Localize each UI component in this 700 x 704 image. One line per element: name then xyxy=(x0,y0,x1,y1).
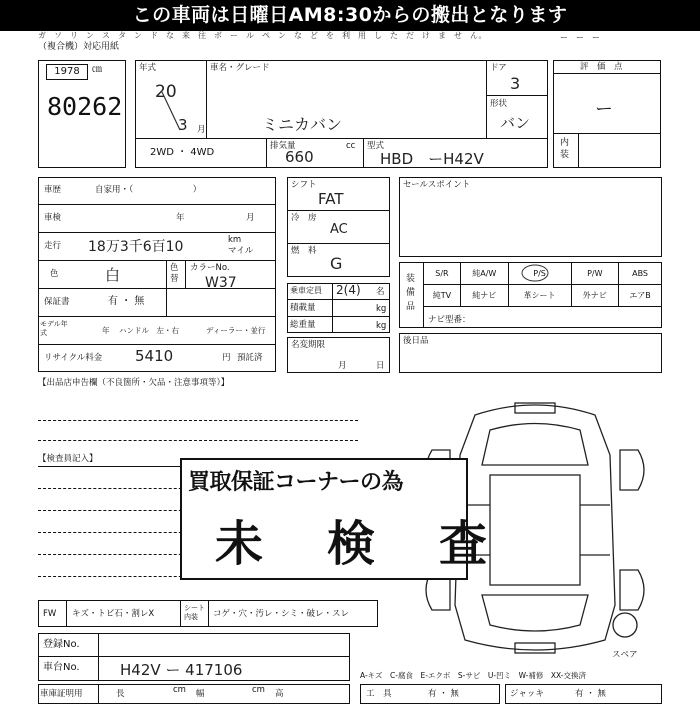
model-name-label: 車名・グレード xyxy=(210,63,270,73)
color-change-label: 色替 xyxy=(170,263,179,284)
equip-ps: P/S xyxy=(508,263,571,285)
inspector-notes-label: 【検査員記入】 xyxy=(38,454,98,464)
equip-leather: 革シート xyxy=(508,285,571,307)
capacity-unit: 名 xyxy=(376,287,385,297)
spare-label: スペア xyxy=(612,650,638,660)
equip-ext-navi: 外ナビ xyxy=(571,285,619,307)
header-note-right: ー ー ー xyxy=(560,33,600,42)
color-no-label: カラーNo. xyxy=(190,263,230,273)
vehicle-cert-cm2: cm xyxy=(252,685,265,695)
header-note-line2: （複合機）対応用紙 xyxy=(38,42,120,52)
rating-value: ー xyxy=(595,99,613,120)
defect-fw-label: FW xyxy=(43,609,57,619)
mileage-unit-mile: マイル xyxy=(228,246,254,256)
defect-sheet-label: シート内装 xyxy=(184,604,205,621)
stamp-line1: 買取保証コーナーの為 xyxy=(188,470,404,495)
mileage-value: 18万3千6百10 xyxy=(88,239,184,255)
load-label: 積載量 xyxy=(290,303,316,313)
displacement-unit: cc xyxy=(346,141,356,151)
shaken-month-unit: 月 xyxy=(246,213,255,223)
sales-point-label: セールスポイント xyxy=(403,180,471,190)
interior-label: 内装 xyxy=(560,138,570,160)
defect-sheet-codes: コゲ・穴・汚レ・シミ・破レ・スレ xyxy=(213,609,350,619)
aircon-value: AC xyxy=(330,222,348,237)
lot-suffix: ㎝ xyxy=(92,64,102,75)
lot-number: 80262 xyxy=(47,92,123,121)
postscript-box xyxy=(399,333,662,373)
handle-label: ハンドル 左・右 xyxy=(119,326,179,335)
exhibitor-notes-label: 【出品店申告欄（不良箇所・欠品・注意事項等）】 xyxy=(38,378,230,388)
name-change-day: 日 xyxy=(376,361,385,371)
model-name-value: ミニカバン xyxy=(262,115,343,134)
equip-airbag: エアB xyxy=(619,285,662,307)
year-value: 20 xyxy=(155,82,177,102)
tools-value: 有 ・ 無 xyxy=(428,689,459,699)
year-month-unit: 月 xyxy=(197,125,206,135)
dealer-label: ディーラー・並行 xyxy=(206,326,266,335)
navi-model-label: ナビ型番： xyxy=(428,315,471,325)
chassis-value: H42V ー 417106 xyxy=(120,661,243,679)
postscript-label: 後日品 xyxy=(403,336,429,346)
year-label: 年式 xyxy=(139,63,157,73)
equip-abs: ABS xyxy=(619,263,662,285)
lot-small: 1978 xyxy=(46,64,88,80)
load-unit: kg xyxy=(376,304,387,314)
name-change-label: 名変期限 xyxy=(291,340,326,350)
model-year-label: モデル年式 xyxy=(40,320,68,337)
history-label: 車歴 xyxy=(44,185,62,195)
displacement-label: 排気量 xyxy=(270,141,296,151)
equip-tv: 純TV xyxy=(424,285,461,307)
type-value: HBD ーH42V xyxy=(380,150,484,168)
warranty-value: 有 ・ 無 xyxy=(108,296,145,307)
registration-label: 登録No. xyxy=(43,639,80,650)
doors-label: ドア xyxy=(490,63,507,73)
stamp-line2: 未 検 査 xyxy=(215,516,496,572)
recycle-deposit: 預託済 xyxy=(237,353,263,363)
defect-legend: A-キズ C-腐食 E-エクボ S-サビ U-凹ミ W-補修 XX-交換済 xyxy=(360,671,586,680)
ps-circle-icon xyxy=(520,263,550,283)
vehicle-details-box xyxy=(38,177,276,372)
name-change-month: 月 xyxy=(338,361,347,371)
gross-unit: kg xyxy=(376,321,387,331)
color-label: 色 xyxy=(50,269,59,279)
chassis-label: 車台No. xyxy=(43,662,80,673)
vehicle-cert-len: 長 xyxy=(116,689,125,699)
equip-sr: S/R xyxy=(424,263,461,285)
recycle-unit: 円 xyxy=(222,353,231,363)
body-shape-value: バン xyxy=(500,114,531,132)
notice-banner: この車両は日曜日AM8:30からの搬出となります xyxy=(0,0,700,31)
shaken-year-unit: 年 xyxy=(176,213,185,223)
equip-navi: 純ナビ xyxy=(460,285,508,307)
vehicle-cert-cm1: cm xyxy=(173,685,186,695)
fuel-value: G xyxy=(330,254,343,273)
color-value: 白 xyxy=(105,266,121,284)
jack-label: ジャッキ xyxy=(510,689,544,699)
vehicle-cert-wid: 幅 xyxy=(196,689,205,699)
header-note-line1: ガ ソ リ ン ス タ ン ド な 来 往 ボ ー ル ペ ン な ど を 利 用 し た だ け ま せ ん。 xyxy=(38,31,487,40)
year-slash-icon xyxy=(150,80,200,135)
type-label: 型式 xyxy=(367,141,385,151)
capacity-label: 乗車定員 xyxy=(290,286,322,295)
shift-value: FAT xyxy=(318,190,344,208)
gross-label: 総重量 xyxy=(290,320,316,330)
history-value: 自家用・（ ） xyxy=(95,185,202,195)
capacity-value: 2(4) xyxy=(336,283,361,297)
vehicle-cert-label: 車庫証明用 xyxy=(40,689,83,699)
model-year-unit: 年 xyxy=(102,326,110,335)
tools-label: 工 具 xyxy=(366,689,392,699)
rating-label: 評 価 点 xyxy=(580,62,623,72)
equip-pw: P/W xyxy=(571,263,619,285)
shaken-label: 車検 xyxy=(44,213,62,223)
defect-codes: キズ・トビ石・割レX xyxy=(72,609,155,619)
jack-value: 有 ・ 無 xyxy=(575,689,606,699)
warranty-label: 保証書 xyxy=(44,297,70,307)
displacement-value: 660 xyxy=(285,148,314,166)
recycle-label: リサイクル料金 xyxy=(44,353,103,363)
color-no-value: W37 xyxy=(205,275,237,291)
recycle-value: 5410 xyxy=(135,347,174,365)
year-month-value: 3 xyxy=(178,116,188,134)
vehicle-cert-hgt: 高 xyxy=(275,689,284,699)
fuel-label: 燃 料 xyxy=(291,246,317,256)
shift-label: シフト xyxy=(291,180,317,190)
doors-value: 3 xyxy=(510,74,521,93)
vehicle-cert-box xyxy=(38,684,350,704)
mileage-label: 走行 xyxy=(44,241,62,251)
equip-aw: 純A/W xyxy=(460,263,508,285)
mileage-unit-km: km xyxy=(228,235,242,245)
equipment-label: 装備品 xyxy=(406,274,416,312)
drive-label: 2WD ・ 4WD xyxy=(150,147,215,158)
body-shape-label: 形状 xyxy=(490,99,508,109)
aircon-label: 冷 房 xyxy=(291,213,317,223)
